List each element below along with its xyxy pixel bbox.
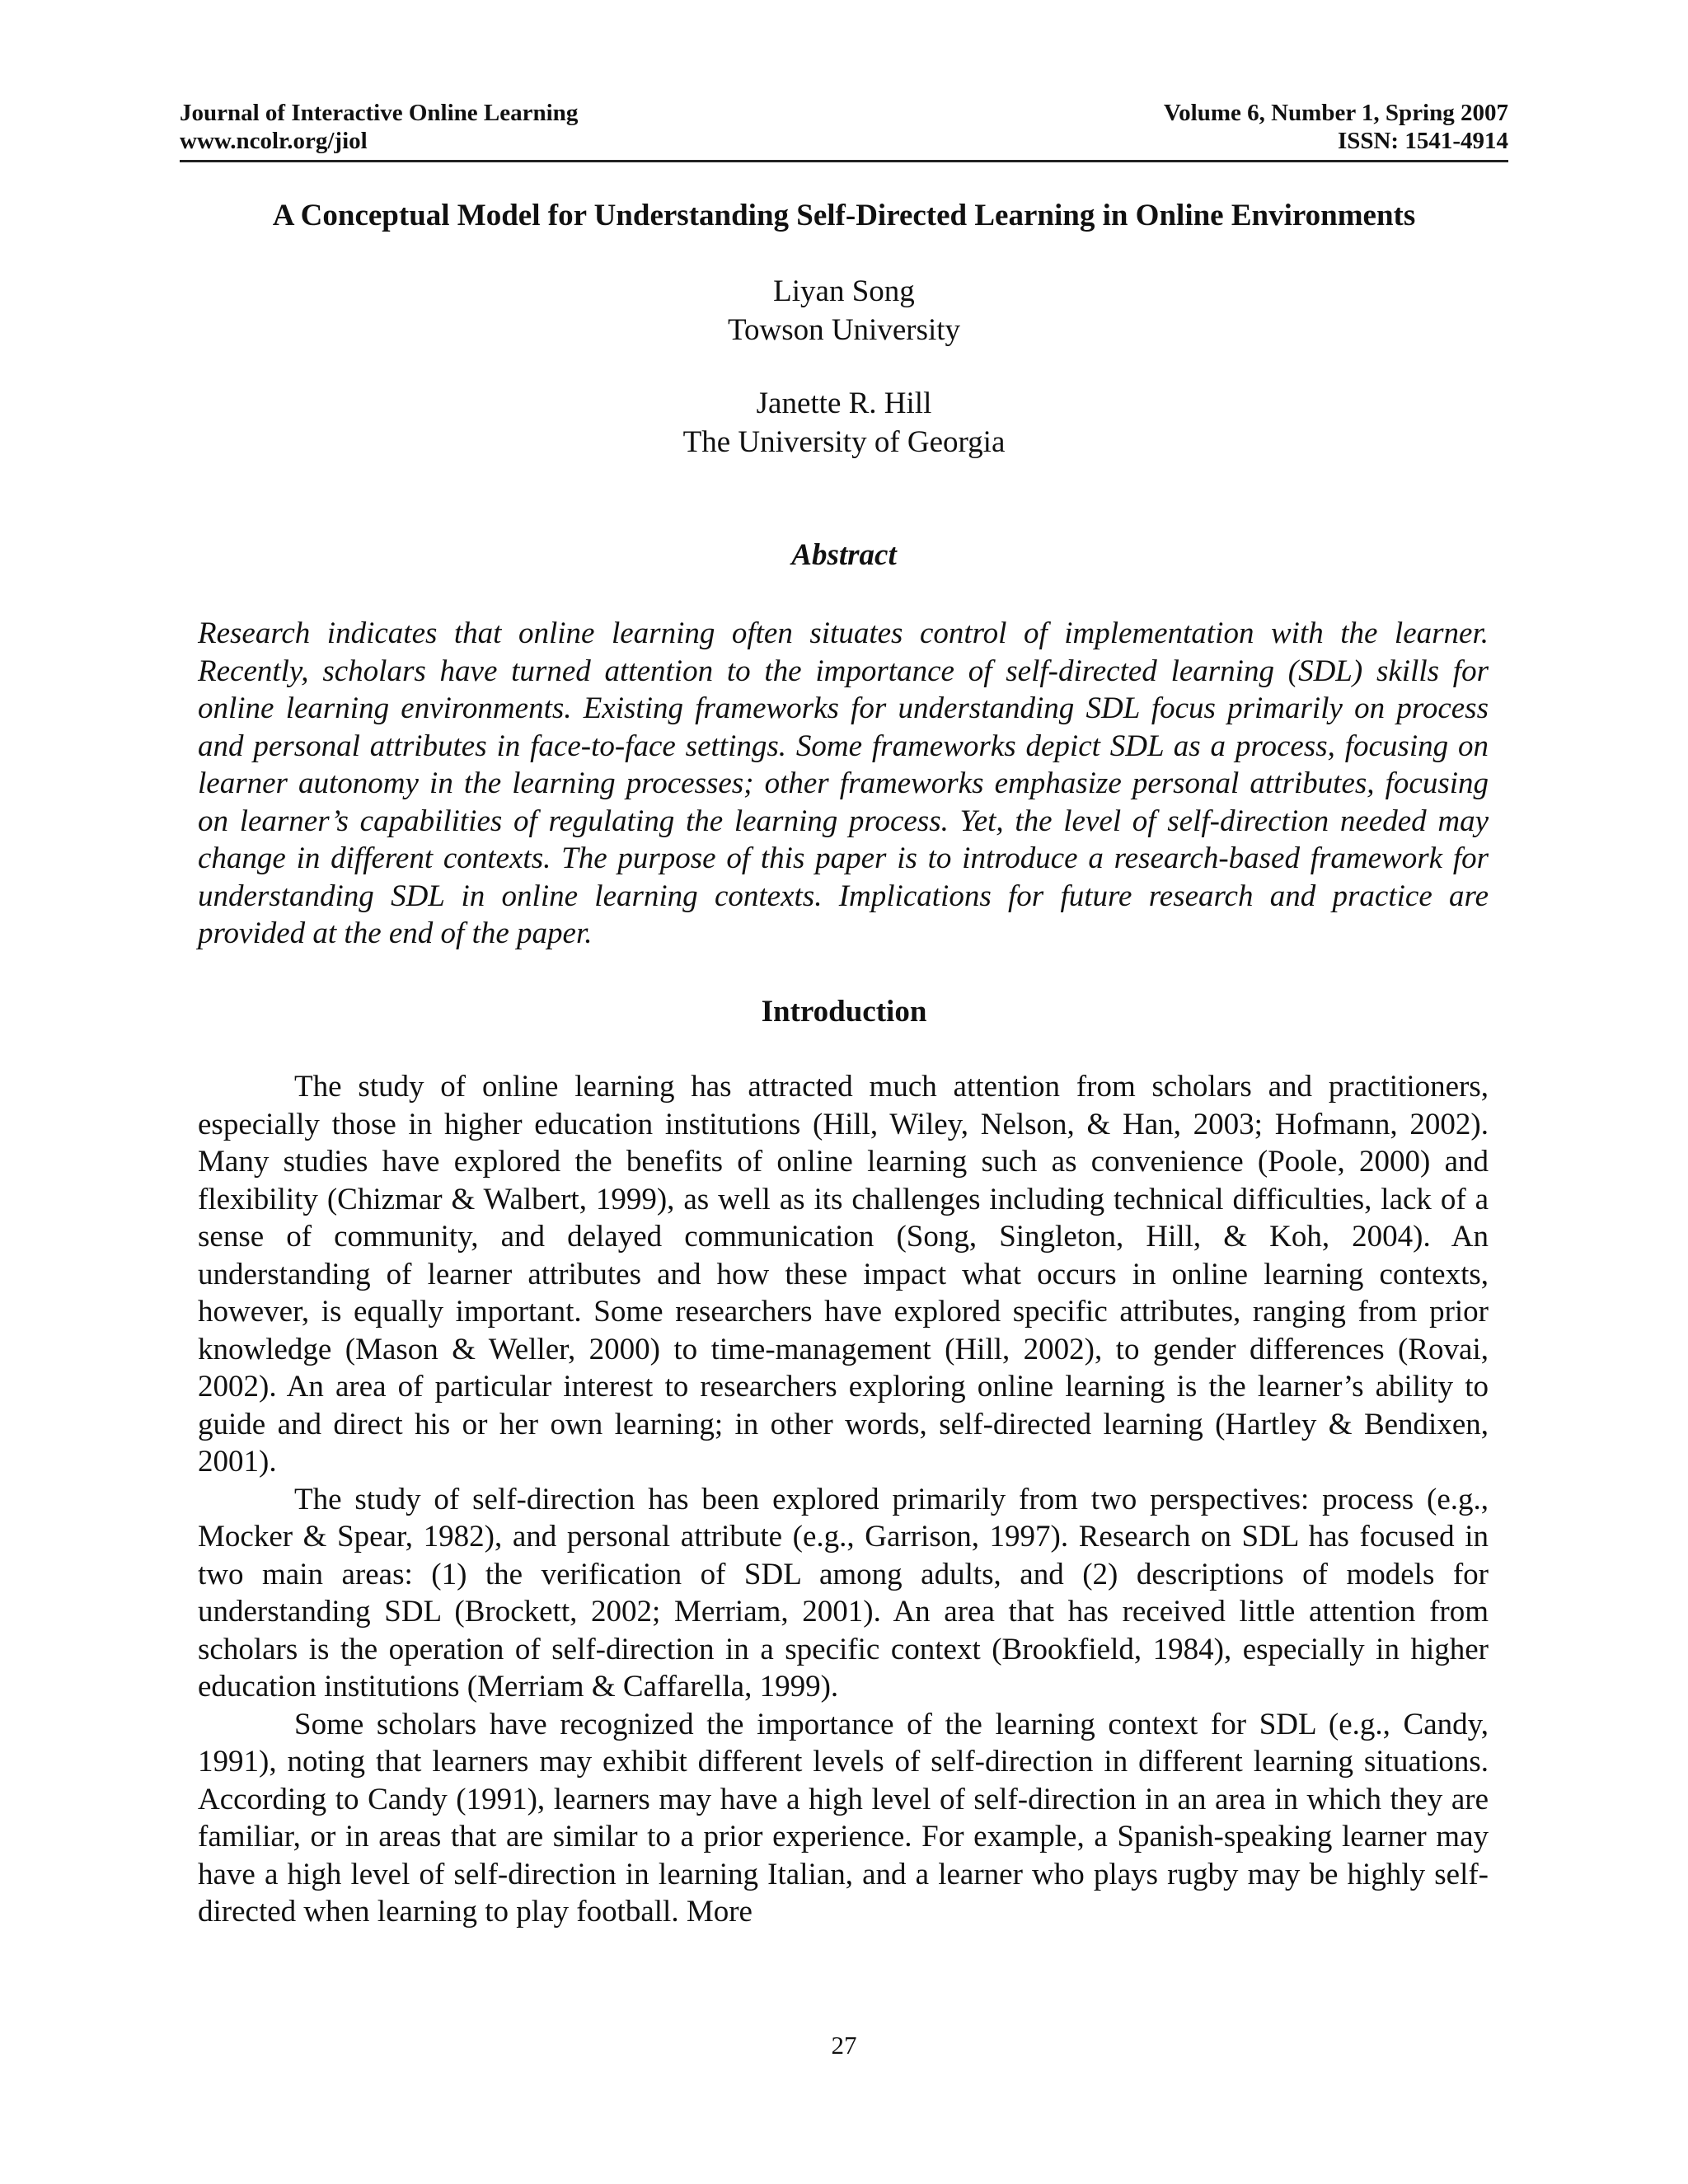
journal-name: Journal of Interactive Online Learning — [180, 100, 579, 126]
running-header — [180, 99, 1508, 162]
author-affiliation: Towson University — [727, 313, 961, 347]
introduction-body — [198, 1068, 1489, 1931]
volume-info: Volume 6, Number 1, Spring 2007 — [1163, 100, 1508, 126]
body-paragraph: Some scholars have recognized the importance of the learning context for SDL (e.g., Candy, 1991), noting that learners may exhibit different levels of self-direction in different learning situations. According to Candy (1991), learners may have a high level of self-direction in an area in which they are familiar, or in areas that are similar to a prior experience. For example, a Spanish-speaking learner may have a high level of self-direction in learning Italian, and a learner who plays rugby may be highly self-directed when learning to play football. More — [198, 1707, 1489, 1929]
journal-website: www.ncolr.org/jiol — [180, 128, 368, 154]
author-block — [180, 272, 1508, 349]
header-row-2 — [180, 127, 1508, 155]
author-block — [180, 384, 1508, 462]
paper-title: A Conceptual Model for Understanding Self-Directed Learning in Online Environments — [272, 199, 1416, 232]
author-name: Liyan Song — [773, 274, 915, 308]
author-name: Janette R. Hill — [756, 387, 932, 420]
author-affiliation: The University of Georgia — [682, 425, 1006, 459]
body-paragraph: The study of self-direction has been explored primarily from two perspectives: process (e.g., Mocker & Spear, 1982), and personal attribute (e.g., Garrison, 1997). Research on SDL has focused in two main areas: (1) the verification of SDL among adults, and (2) descriptions of models for understanding SDL (Brockett, 2002; Merriam, 2001). An area that has received little attention from scholars is the operation of self-direction in a specific context (Brookfield, 1984), especially in higher education institutions (Merriam & Caffarella, 1999). — [198, 1482, 1489, 1704]
issn: ISSN: 1541-4914 — [1337, 128, 1508, 154]
abstract-text: Research indicates that online learning often situates control of implementation with the learner. Recently, scholars have turned attention to the importance of self-directed learning (SDL) skills for online learning environments. Existing frameworks for understanding SDL focus primarily on process and personal attributes in face-to-face settings. Some frameworks depict SDL as a process, focusing on learner autonomy in the learning processes; other frameworks emphasize personal attributes, focusing on learner’s capabilities of regulating the learning process. Yet, the level of self-direction needed may change in different contexts. The purpose of this paper is to introduce a research-based framework for understanding SDL in online learning contexts. Implications for future research and practice are provided at the end of the paper. — [198, 616, 1489, 950]
abstract-heading: Abstract — [791, 538, 897, 572]
body-paragraph: The study of online learning has attracted much attention from scholars and practitioners, especially those in higher education institutions (Hill, Wiley, Nelson, & Han, 2003; Hofmann, 2002). Many studies have explored the benefits of online learning such as convenience (Poole, 2000) and flexibility (Chizmar & Walbert, 1999), as well as its challenges including technical difficulties, lack of a sense of community, and delayed communication (Song, Singleton, Hill, & Koh, 2004). An understanding of learner attributes and how these impact what occurs in online learning contexts, however, is equally important. Some researchers have explored specific attributes, ranging from prior knowledge (Mason & Weller, 2000) to time-management (Hill, 2002), to gender differences (Rovai, 2002). An area of particular interest to researchers exploring online learning is the learner’s ability to guide and direct his or her own learning; in other words, self-directed learning (Hartley & Bendixen, 2001). — [198, 1070, 1489, 1479]
introduction-heading: Introduction — [761, 995, 927, 1029]
header-row-1 — [180, 99, 1508, 127]
page-number: 27 — [831, 2031, 857, 2060]
